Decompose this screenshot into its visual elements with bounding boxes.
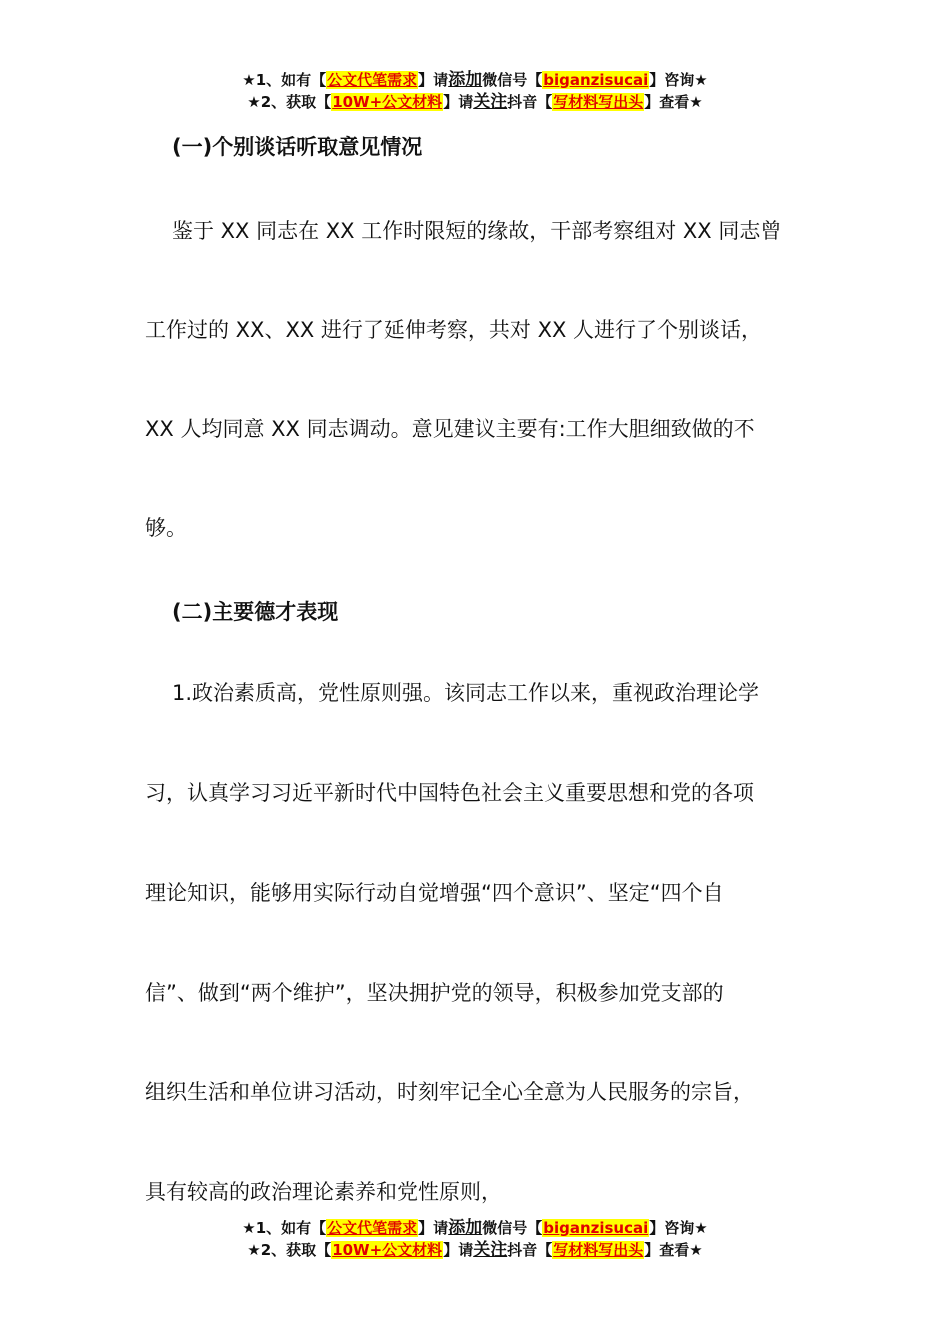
section-heading: (二)主要德才表现 (172, 600, 339, 624)
banner-highlight: 公文代笔需求 (327, 71, 418, 89)
banner-highlight: 10W+公文材料 (332, 1241, 443, 1259)
banner-highlight: biganzisucai (543, 1219, 649, 1237)
banner-text: 微信号【 (482, 1219, 543, 1237)
banner-text: 】请 (443, 1241, 474, 1259)
banner-underlined-text: 关注 (473, 92, 508, 112)
paragraph-line: 习，认真学习习近平新时代中国特色社会主义重要思想和党的各项 (145, 781, 754, 805)
paragraph-line: 信”、做到“两个维护”，坚决拥护党的领导，积极参加党支部的 (145, 981, 724, 1005)
paragraph-line: 组织生活和单位讲习活动，时刻牢记全心全意为人民服务的宗旨， (145, 1080, 754, 1104)
banner-text: ★1、如有【 (242, 71, 327, 89)
banner-underlined-text: 关注 (473, 1240, 508, 1260)
banner-highlight: 写材料写出头 (553, 1241, 644, 1259)
paragraph-line: XX 人均同意 XX 同志调动。意见建议主要有:工作大胆细致做的不 (145, 417, 755, 441)
banner-text: 】查看★ (644, 93, 703, 111)
paragraph-line: 够。 (145, 516, 187, 540)
banner-text: 】请 (418, 1219, 449, 1237)
banner-line-1 (0, 69, 950, 91)
header-banner (0, 69, 950, 113)
paragraph-line: 具有较高的政治理论素养和党性原则， (145, 1180, 502, 1204)
banner-line-2 (0, 91, 950, 113)
banner-highlight: 10W+公文材料 (332, 93, 443, 111)
banner-highlight: 公文代笔需求 (327, 1219, 418, 1237)
banner-text: 】咨询★ (649, 1219, 708, 1237)
section-heading: (一)个别谈话听取意见情况 (172, 135, 423, 159)
paragraph-line: 鉴于 XX 同志在 XX 工作时限短的缘故，干部考察组对 XX 同志曾 (172, 219, 782, 243)
banner-text: 抖音【 (507, 1241, 553, 1259)
banner-underlined-text: 添加 (448, 70, 483, 90)
banner-underlined-text: 添加 (448, 1218, 483, 1238)
banner-text: ★1、如有【 (242, 1219, 327, 1237)
banner-line-2 (0, 1239, 950, 1261)
banner-text: 】请 (443, 93, 474, 111)
paragraph-line: 工作过的 XX、XX 进行了延伸考察，共对 XX 人进行了个别谈话， (145, 318, 763, 342)
paragraph-line: 理论知识，能够用实际行动自觉增强“四个意识”、坚定“四个自 (145, 881, 724, 905)
banner-text: 抖音【 (507, 93, 553, 111)
footer-banner (0, 1217, 950, 1261)
banner-text: ★2、获取【 (247, 1241, 332, 1259)
banner-highlight: 写材料写出头 (553, 93, 644, 111)
banner-text: 】查看★ (644, 1241, 703, 1259)
banner-text: 】咨询★ (649, 71, 708, 89)
banner-line-1 (0, 1217, 950, 1239)
paragraph-line: 1.政治素质高，党性原则强。该同志工作以来，重视政治理论学 (172, 681, 760, 705)
banner-text: 】请 (418, 71, 449, 89)
banner-text: 微信号【 (482, 71, 543, 89)
banner-highlight: biganzisucai (543, 71, 649, 89)
banner-text: ★2、获取【 (247, 93, 332, 111)
